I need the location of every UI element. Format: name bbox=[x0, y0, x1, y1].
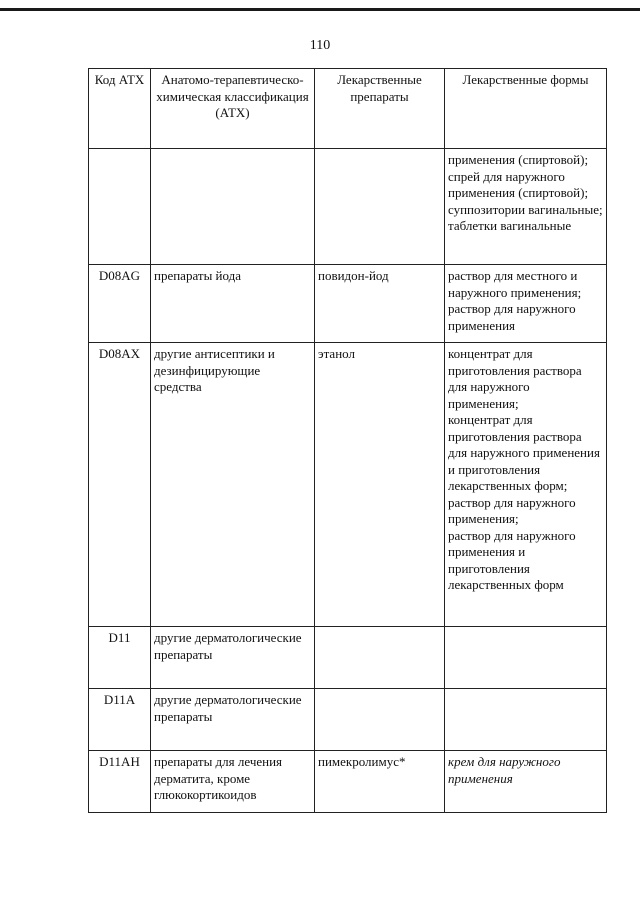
form-line: раствор для наружного применения bbox=[448, 301, 576, 333]
atx-table bbox=[88, 68, 607, 813]
row-code: D11 bbox=[89, 627, 151, 689]
row-drug bbox=[315, 149, 445, 265]
row-drug: этанол bbox=[315, 343, 445, 627]
form-line: суппозитории вагинальные; bbox=[448, 201, 603, 217]
row-classification: другие антисептики и дезинфицирующие средства bbox=[151, 343, 315, 627]
table-row bbox=[89, 627, 607, 689]
row-classification: другие дерматологические препараты bbox=[151, 689, 315, 751]
row-code: D08AG bbox=[89, 265, 151, 343]
header-forms: Лекарственные формы bbox=[445, 69, 607, 149]
form-line: применения (спиртовой); bbox=[448, 152, 589, 167]
form-line: раствор для наружного применения; bbox=[448, 494, 576, 526]
page-number: 110 bbox=[309, 38, 331, 53]
row-classification bbox=[151, 149, 315, 265]
row-code: D08AX bbox=[89, 343, 151, 627]
row-code bbox=[89, 149, 151, 265]
table-header-row bbox=[89, 69, 607, 149]
header-code: Код АТХ bbox=[89, 69, 151, 149]
table-row bbox=[89, 689, 607, 751]
top-rule bbox=[0, 8, 640, 11]
row-classification: препараты для лечения дерматита, кроме глюкокортикоидов bbox=[151, 751, 315, 813]
table-row bbox=[89, 265, 607, 343]
header-drugs: Лекарственные препараты bbox=[315, 69, 445, 149]
form-line: крем для наружного применения bbox=[448, 754, 561, 786]
row-forms bbox=[445, 343, 607, 627]
row-drug bbox=[315, 627, 445, 689]
form-line: таблетки вагинальные bbox=[448, 218, 572, 233]
row-classification: препараты йода bbox=[151, 265, 315, 343]
row-forms bbox=[445, 265, 607, 343]
row-forms bbox=[445, 149, 607, 265]
row-forms bbox=[445, 751, 607, 813]
row-drug: пимекролимус* bbox=[315, 751, 445, 813]
row-classification: другие дерматологические препараты bbox=[151, 627, 315, 689]
row-forms bbox=[445, 627, 607, 689]
form-line: раствор для наружного применения и приготовления лекарственных форм bbox=[448, 527, 576, 592]
row-drug: повидон-йод bbox=[315, 265, 445, 343]
row-code: D11A bbox=[89, 689, 151, 751]
row-code: D11AH bbox=[89, 751, 151, 813]
row-drug bbox=[315, 689, 445, 751]
form-line: концентрат для приготовления раствора для наружного применения и приготовления лекарственных форм; bbox=[448, 412, 600, 493]
form-line: концентрат для приготовления раствора для наружного применения; bbox=[448, 346, 582, 411]
table-row bbox=[89, 149, 607, 265]
row-forms bbox=[445, 689, 607, 751]
table-row bbox=[89, 343, 607, 627]
form-line: раствор для местного и наружного применения; bbox=[448, 268, 582, 300]
header-classification: Анатомо-терапевтическо-химическая классификация (АТХ) bbox=[151, 69, 315, 149]
form-line: спрей для наружного применения (спиртовой); bbox=[448, 168, 589, 200]
table-row bbox=[89, 751, 607, 813]
